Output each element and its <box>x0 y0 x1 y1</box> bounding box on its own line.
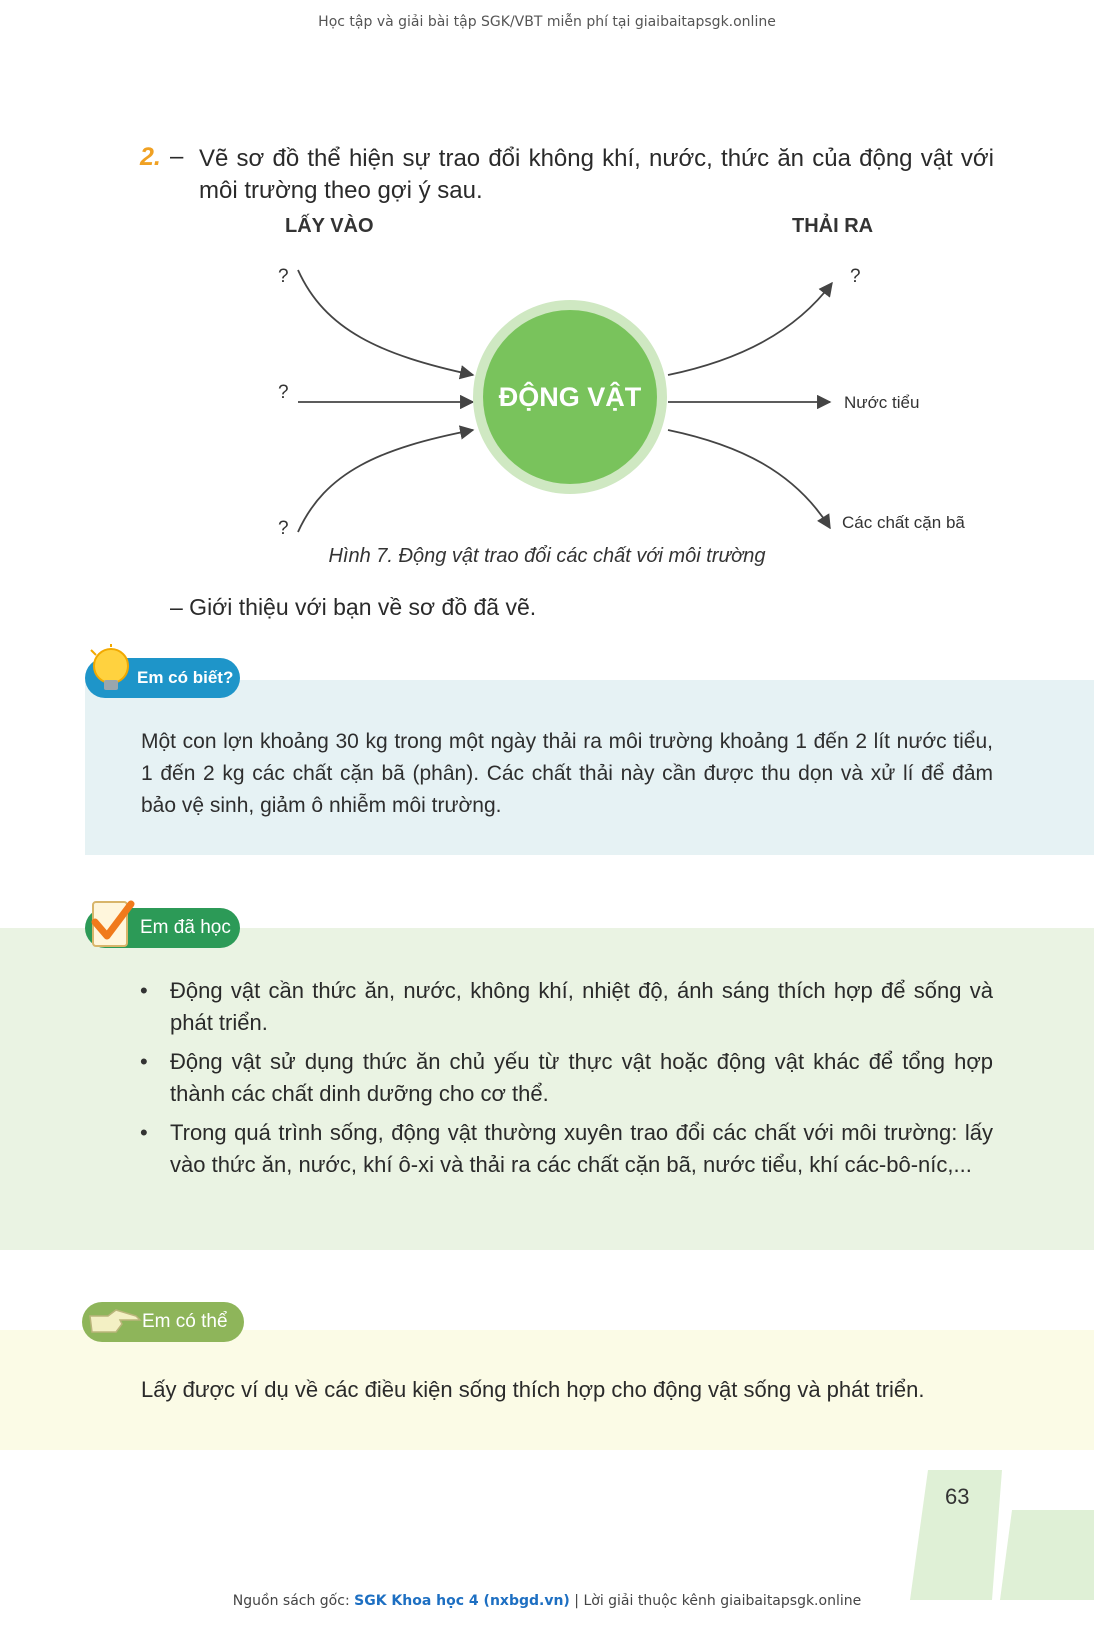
learned-item-3: • Trong quá trình sống, động vật thường xuyên trao đổi các chất với môi trường: lấy vào thức ăn, nước, khí ô-xi và thải ra các chất cặn bã, nước tiểu, khí các-bô-níc,... <box>140 1117 993 1181</box>
lightbulb-icon <box>87 644 131 698</box>
can-do-label: Em có thể <box>142 1311 228 1332</box>
info-box-label-badge <box>85 658 240 698</box>
input-label-2: ? <box>278 382 289 403</box>
animal-label: ĐỘNG VẬT <box>498 382 642 412</box>
output-arrow-1 <box>668 283 832 375</box>
can-do-text: Lấy được ví dụ về các điều kiện sống thích hợp cho động vật sống và phát triển. <box>141 1377 925 1402</box>
exchange-diagram <box>230 210 990 582</box>
input-label-1: ? <box>278 266 289 287</box>
output-label-2: Nước tiểu <box>844 393 920 412</box>
page-number-decoration <box>900 1466 1094 1606</box>
page-header: Học tập và giải bài tập SGK/VBT miễn phí tại giaibaitapsgk.online <box>318 14 776 30</box>
learned-list <box>140 975 993 1188</box>
book-check-icon <box>87 898 137 952</box>
question-text: Vẽ sơ đồ thể hiện sự trao đổi không khí, nước, thức ăn của động vật với môi trường theo gợi ý sau. <box>199 145 994 204</box>
intro-task: – Giới thiệu với bạn về sơ đồ đã vẽ. <box>170 594 537 620</box>
output-label-3: Các chất cặn bã <box>842 513 965 532</box>
output-label-1: ? <box>850 266 861 287</box>
can-do-label-badge <box>82 1302 244 1342</box>
learned-item-1: • Động vật cần thức ăn, nước, không khí, nhiệt độ, ánh sáng thích hợp để sống và phát triển. <box>140 975 993 1039</box>
info-box-label: Em có biết? <box>137 668 234 687</box>
learned-box-label: Em đã học <box>140 917 231 938</box>
learned-box-label-badge <box>85 908 240 948</box>
footer-suffix: | Lời giải thuộc kênh giaibaitapsgk.online <box>574 1593 862 1609</box>
footer-prefix: Nguồn sách gốc: <box>232 1593 350 1609</box>
page-footer <box>0 1593 1094 1609</box>
left-heading: LẤY VÀO <box>285 215 374 237</box>
question-number: 2. <box>140 143 161 171</box>
right-heading: THẢI RA <box>792 215 874 237</box>
page-number: 63 <box>945 1484 970 1509</box>
footer-source-link[interactable]: SGK Khoa học 4 (nxbgd.vn) <box>354 1593 570 1609</box>
info-box-text: Một con lợn khoảng 30 kg trong một ngày thải ra môi trường khoảng 1 đến 2 lít nước tiểu, 1 đến 2 kg các chất cặn bã (phân). Các chất thải này cần được thu dọn và xử lí để đảm bảo vệ sinh, giảm ô nhiễm môi trường. <box>141 730 993 817</box>
question-dash: – <box>170 143 184 170</box>
input-label-3: ? <box>278 518 289 539</box>
figure-caption: Hình 7. Động vật trao đổi các chất với môi trường <box>328 545 766 567</box>
input-arrow-1 <box>298 270 473 375</box>
pointing-hand-icon <box>86 1306 142 1338</box>
output-arrow-3 <box>668 430 830 528</box>
input-arrow-3 <box>298 430 473 532</box>
learned-item-2: • Động vật sử dụng thức ăn chủ yếu từ thực vật hoặc động vật khác để tổng hợp thành các chất dinh dưỡng cho cơ thể. <box>140 1046 993 1110</box>
